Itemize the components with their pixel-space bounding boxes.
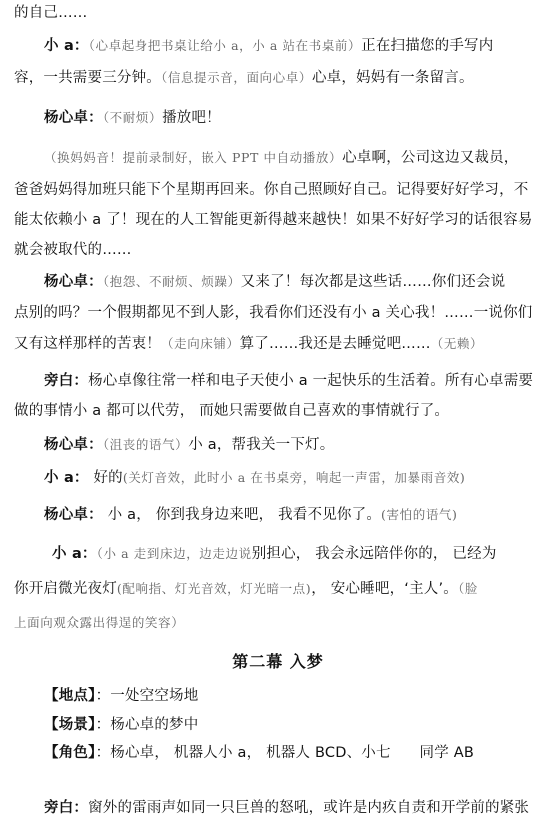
- stage-direction: （不耐烦）: [102, 110, 163, 125]
- dialogue-line: [44, 107, 556, 129]
- dialogue-line: [14, 67, 556, 89]
- speaker-label: 小 a：: [44, 470, 89, 486]
- dialogue-line: [52, 543, 556, 565]
- stage-direction: 上面向观众露出得逞的笑容）: [14, 615, 185, 630]
- info-line-scene: [44, 714, 556, 736]
- speaker-label: 杨心卓：: [44, 274, 103, 290]
- speaker-label: 小 a：: [44, 38, 89, 54]
- stage-direction: （走向床铺）: [161, 336, 240, 351]
- info-line-place: [44, 685, 556, 707]
- info-label: 【角色】: [44, 745, 96, 761]
- dialogue-line: [14, 179, 556, 201]
- dialogue-text: 心卓，妈妈有一条留言。: [311, 70, 474, 86]
- dialogue-line: [44, 271, 556, 293]
- stage-direction: (配响指、灯光音效，灯光暗一点): [116, 581, 312, 596]
- info-value: ：一处空空场地: [95, 688, 199, 704]
- speaker-label: 杨心卓：: [44, 507, 103, 523]
- dialogue-line: [44, 504, 556, 526]
- dialogue-text: ， 安心睡吧，‘主人’。: [311, 581, 458, 597]
- stage-direction: (关灯音效，此时小 a 在书桌旁，响起一声雷，加暴雨音效): [122, 470, 466, 485]
- info-value: ：杨心卓， 机器人小 a， 机器人 BCD、小七 同学 AB: [95, 745, 474, 761]
- info-value: ：杨心卓的梦中: [95, 717, 199, 733]
- info-label: 【地点】: [44, 688, 96, 704]
- stage-direction: （小 a 走到床边，边走边说: [96, 546, 252, 561]
- dialogue-line: [14, 239, 556, 261]
- speaker-label: 旁白：: [44, 800, 89, 816]
- speaker-label: 旁白：: [44, 373, 89, 389]
- info-label: 【场景】: [44, 717, 96, 733]
- dialogue-text: 算了……我还是去睡觉吧……: [239, 336, 431, 352]
- speaker-label: 小 a：: [52, 546, 97, 562]
- dialogue-text: 好的: [88, 470, 123, 486]
- dialogue-line: [44, 434, 556, 456]
- dialogue-line: [14, 612, 556, 634]
- dialogue-text: 小 a， 你到我身边来吧， 我看不见你了。: [102, 507, 382, 523]
- dialogue-text: 能太依赖小 a 了！现在的人工智能更新得越来越快！如果不好好学习的话很容易: [14, 212, 533, 228]
- dialogue-text: 就会被取代的……: [14, 242, 132, 258]
- act-heading: 第二幕 入梦: [232, 652, 324, 671]
- dialogue-text: 播放吧！: [162, 110, 221, 126]
- text-line: [14, 2, 556, 24]
- stage-direction: （沮丧的语气）: [102, 437, 189, 452]
- stage-direction: （信息提示音，面向心卓）: [161, 70, 312, 85]
- speaker-label: 杨心卓：: [44, 110, 103, 126]
- stage-direction: （换妈妈音！提前录制好，嵌入 PPT 中自动播放）: [44, 150, 343, 165]
- stage-direction: （无赖）: [430, 336, 484, 351]
- dialogue-line: [14, 302, 556, 324]
- dialogue-text: 又来了！每次都是这些话……你们还会说: [240, 274, 506, 290]
- dialogue-text: 容，一共需要三分钟。: [14, 70, 161, 86]
- info-line-roles: [44, 742, 556, 764]
- narration-line: [14, 400, 556, 422]
- stage-direction: (害怕的语气): [381, 507, 458, 522]
- stage-direction: （心卓起身把书桌让给小 a，小 a 站在书桌前）: [88, 38, 362, 53]
- dialogue-text: 爸爸妈妈得加班只能下个星期再回来。你自己照顾好自己。记得要好好学习，不: [14, 182, 529, 198]
- dialogue-text: 别担心， 我会永远陪伴你的， 已经为: [251, 546, 497, 562]
- dialogue-text: 心卓啊，公司这边又裁员，: [342, 150, 519, 166]
- dialogue-line: [14, 578, 556, 600]
- dialogue-text: 点别的吗？一个假期都见不到人影，我看你们还没有小 a 关心我！……一说你们: [14, 305, 533, 321]
- dialogue-line: [14, 333, 556, 355]
- narration-line: [44, 797, 556, 819]
- narration-text: 杨心卓像往常一样和电子天使小 a 一起快乐的生活着。所有心卓需要: [88, 373, 534, 389]
- dialogue-text: 你开启微光夜灯: [14, 581, 117, 597]
- stage-direction: （脸: [458, 581, 478, 596]
- body-text: 的自己……: [14, 5, 88, 21]
- speaker-label: 杨心卓：: [44, 437, 103, 453]
- dialogue-text: 又有这样那样的苦衷！: [14, 336, 161, 352]
- stage-direction: （抱怨、不耐烦、烦躁）: [102, 274, 241, 289]
- narration-text: 做的事情小 a 都可以代劳， 而她只需要做自己喜欢的事情就行了。: [14, 403, 450, 419]
- dialogue-line: [44, 35, 556, 57]
- narration-text: 窗外的雷雨声如同一只巨兽的怒吼，或许是内疚自责和开学前的紧张: [88, 800, 530, 816]
- dialogue-line: [44, 147, 556, 169]
- dialogue-text: 小 a，帮我关一下灯。: [188, 437, 335, 453]
- narration-line: [44, 370, 556, 392]
- dialogue-text: 正在扫描您的手写内: [361, 38, 494, 54]
- dialogue-line: [44, 467, 556, 489]
- dialogue-line: [14, 209, 556, 231]
